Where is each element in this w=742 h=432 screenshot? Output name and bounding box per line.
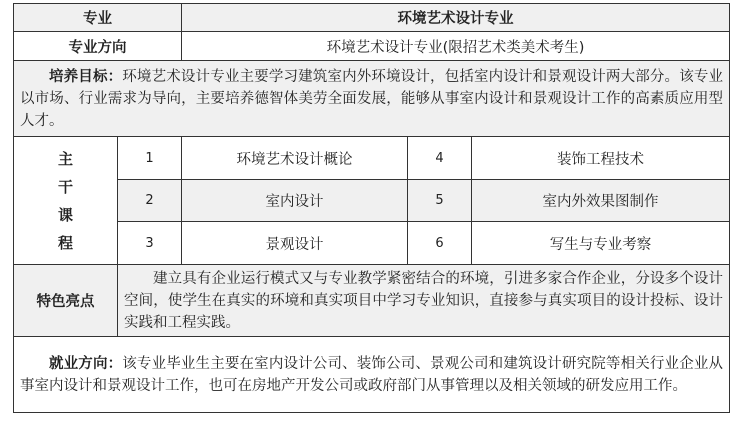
major-info-table	[13, 3, 730, 413]
course-row	[14, 137, 730, 180]
employment-text: 该专业毕业生主要在室内设计公司、装饰公司、景观公司和建筑设计研究院等相关行业企业从事室内设计和景观设计工作，也可在房地产开发公司或政府部门从事管理以及相关领域的研发应用工作。	[20, 355, 723, 394]
course-name: 环境艺术设计概论	[182, 137, 408, 180]
course-name: 装饰工程技术	[472, 137, 730, 180]
direction-label: 专业方向	[14, 32, 182, 61]
course-name: 写生与专业考察	[472, 222, 730, 265]
courses-label-char: 主	[57, 149, 73, 168]
course-number: 5	[408, 180, 472, 222]
course-name: 室内外效果图制作	[472, 180, 730, 222]
major-row	[14, 4, 730, 32]
course-number: 3	[118, 222, 182, 265]
employment-label: 就业方向：	[49, 355, 123, 372]
courses-label-char: 干	[57, 177, 73, 196]
course-name: 景观设计	[182, 222, 408, 265]
courses-label	[14, 137, 118, 265]
course-number: 2	[118, 180, 182, 222]
major-label: 专业	[14, 4, 182, 32]
courses-label-char: 程	[57, 233, 73, 252]
goal-label: 培养目标：	[49, 68, 123, 85]
courses-label-char: 课	[57, 205, 73, 224]
goal-text: 环境艺术设计专业主要学习建筑室内外环境设计，包括室内设计和景观设计两大部分。该专业以市场、行业需求为导向，主要培养德智体美劳全面发展，能够从事室内设计和景观设计工作的高素质应用型人才。	[20, 68, 723, 129]
course-row	[14, 180, 730, 222]
goal-row	[14, 61, 730, 137]
major-value: 环境艺术设计专业	[182, 4, 730, 32]
direction-row	[14, 32, 730, 61]
direction-value: 环境艺术设计专业(限招艺术类美术考生)	[182, 32, 730, 61]
employment-row	[14, 337, 730, 413]
employment-cell	[14, 337, 730, 413]
course-row	[14, 222, 730, 265]
features-row	[14, 265, 730, 337]
course-number: 4	[408, 137, 472, 180]
course-name: 室内设计	[182, 180, 408, 222]
course-number: 6	[408, 222, 472, 265]
features-text: 建立具有企业运行模式又与专业教学紧密结合的环境，引进多家合作企业，分设多个设计空间，使学生在真实的环境和真实项目中学习专业知识，直接参与真实项目的设计投标、设计实践和工程实践。	[118, 265, 730, 337]
features-label: 特色亮点	[14, 265, 118, 337]
goal-cell	[14, 61, 730, 137]
course-number: 1	[118, 137, 182, 180]
